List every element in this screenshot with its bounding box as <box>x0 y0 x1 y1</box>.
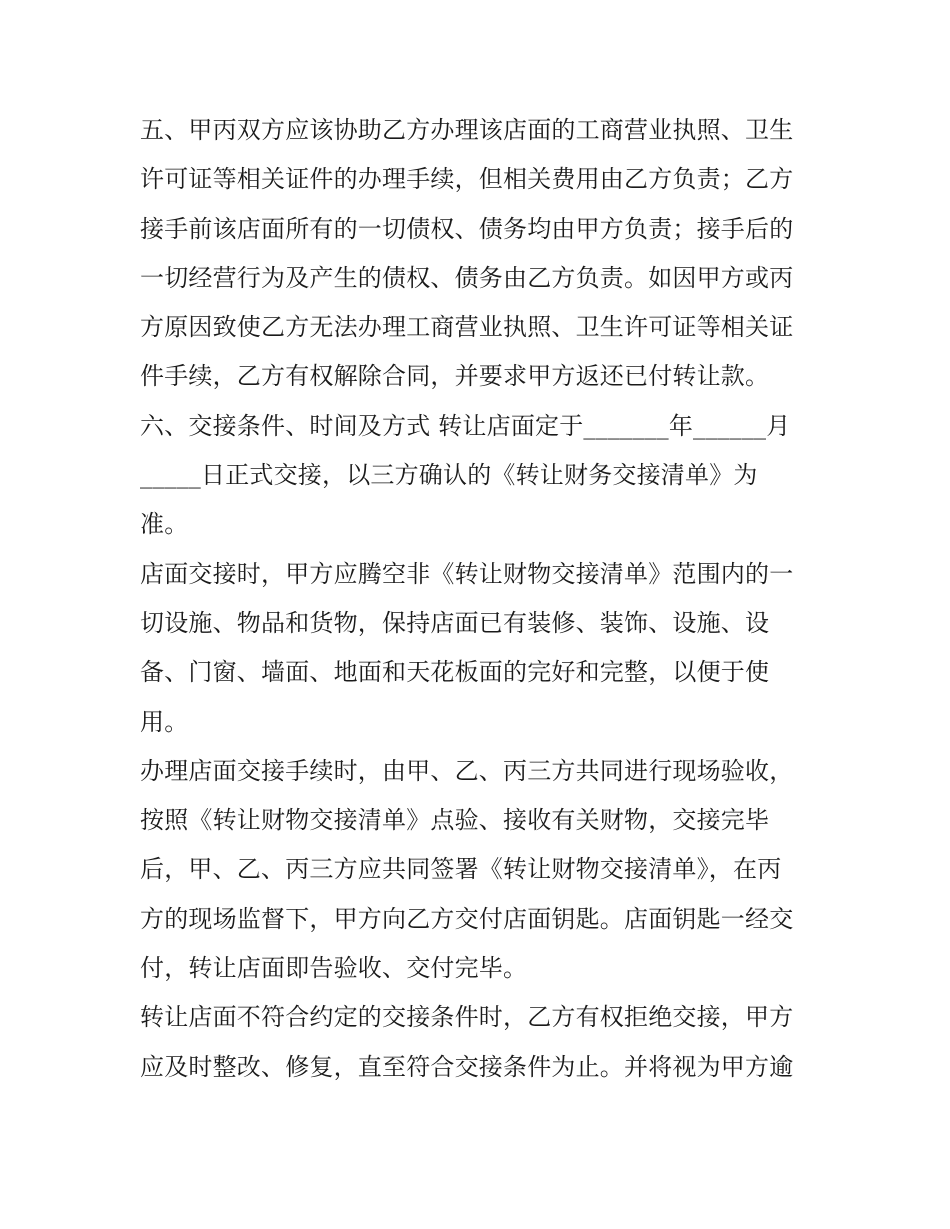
text-line: 后，甲、乙、丙三方应共同签署《转让财物交接清单》，在丙 <box>140 855 782 884</box>
text-line: _____日正式交接，以三方确认的《转让财务交接清单》为 <box>140 461 758 490</box>
text-line: 许可证等相关证件的办理手续，但相关费用由乙方负责；乙方 <box>140 165 794 194</box>
text-line: 备、门窗、墙面、地面和天花板面的完好和完整，以便于使 <box>140 658 770 687</box>
text-line: 用。 <box>140 707 189 736</box>
text-line: 件手续，乙方有权解除合同，并要求甲方返还已付转让款。 <box>140 362 770 391</box>
text-line: 准。 <box>140 510 189 539</box>
document-body <box>140 106 820 1092</box>
text-line: 应及时整改、修复，直至符合交接条件为止。并将视为甲方逾 <box>140 1052 794 1081</box>
text-line: 接手前该店面所有的一切债权、债务均由甲方负责；接手后的 <box>140 214 794 243</box>
text-line: 付，转让店面即告验收、交付完毕。 <box>140 954 528 983</box>
text-line: 切设施、物品和货物，保持店面已有装修、装饰、设施、设 <box>140 608 770 637</box>
text-line: 一切经营行为及产生的债权、债务由乙方负责。如因甲方或丙 <box>140 263 794 292</box>
text-line: 六、交接条件、时间及方式 转让店面定于_______年______月 <box>140 411 791 440</box>
text-line: 转让店面不符合约定的交接条件时，乙方有权拒绝交接，甲方 <box>140 1003 794 1032</box>
text-line: 办理店面交接手续时，由甲、乙、丙三方共同进行现场验收， <box>140 756 794 785</box>
text-line: 店面交接时，甲方应腾空非《转让财物交接清单》范围内的一 <box>140 559 794 588</box>
text-line: 按照《转让财物交接清单》点验、接收有关财物，交接完毕 <box>140 806 770 835</box>
text-line: 五、甲丙双方应该协助乙方办理该店面的工商营业执照、卫生 <box>140 116 794 144</box>
text-line: 方的现场监督下，甲方向乙方交付店面钥匙。店面钥匙一经交 <box>140 904 794 933</box>
text-line: 方原因致使乙方无法办理工商营业执照、卫生许可证等相关证 <box>140 313 794 342</box>
